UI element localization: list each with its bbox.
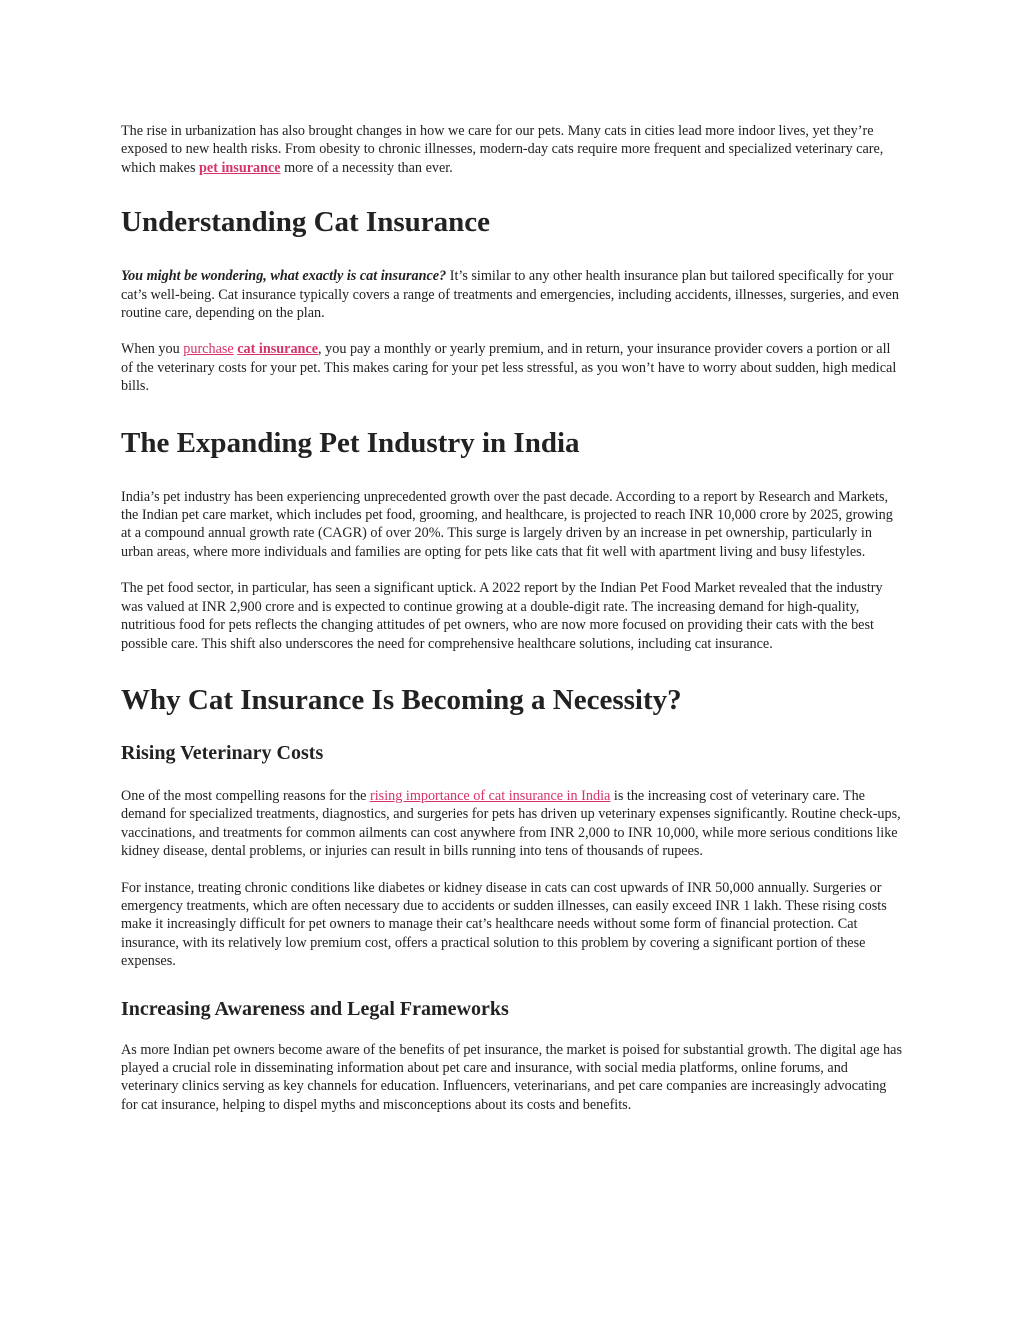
lead-question: You might be wondering, what exactly is cat insurance?: [121, 268, 447, 285]
paragraph-purchase: [121, 340, 903, 395]
paragraph-chronic-conditions: For instance, treating chronic conditions like diabetes or kidney disease in cats can cost upwards of INR 50,000 annually. Surgeries or emergency treatments, which are often necessary due to accidents or sudden illnesses, can easily exceed INR 1 lakh. These rising costs make it increasingly difficult for pet owners to manage their cat’s healthcare needs without some form of financial protection. Cat insurance, with its relatively low premium cost, offers a practical solution to this problem by covering a significant portion of these expenses.: [121, 879, 887, 970]
heading-understanding-cat-insurance: Understanding Cat Insurance: [121, 206, 490, 239]
paragraph-urbanization: [121, 122, 903, 177]
paragraph-text: One of the most compelling reasons for the: [121, 787, 371, 804]
paragraph-text: , you pay a monthly or yearly premium, and in return, your insurance provider covers a portion or all of the veterinary costs for your pet. This makes caring for your pet less stressful, as you won’t have to worry about sudden, high medical bills.: [121, 341, 897, 395]
paragraph-what-is-cat-insurance: [121, 267, 903, 322]
paragraph-pet-industry-growth: India’s pet industry has been experiencing unprecedented growth over the past decade. According to a report by Research and Markets, the Indian pet care market, which includes pet food, grooming, and healthcare, is projected to reach INR 10,000 crore by 2025, growing at a compound annual growth rate (CAGR) of over 20%. This surge is largely driven by an increase in pet ownership, particularly in urban areas, where more individuals and families are opting for pets like cats that fit well with apartment living and busy lifestyles.: [121, 488, 893, 560]
subheading-awareness-legal: Increasing Awareness and Legal Frameworks: [121, 997, 509, 1020]
subheading-rising-veterinary-costs: Rising Veterinary Costs: [121, 741, 324, 764]
paragraph-text: It’s similar to any other health insurance plan but tailored specifically for your cat’s well-being. Cat insurance typically covers a range of treatments and emergencies, including accidents, illnesses, surgeries, and even routine care, depending on the plan.: [121, 268, 899, 322]
pet-insurance-link[interactable]: pet insurance: [199, 159, 281, 176]
paragraph-text: is the increasing cost of veterinary care. The demand for specialized treatments, diagnostics, and surgeries for pets has driven up veterinary expenses significantly. Routine check-ups, vaccinations, and treatments for common ailments can cost anywhere from INR 2,000 to INR 10,000, while more serious conditions like kidney disease, dental problems, or injuries can result in bills running into tens of thousands of rupees.: [121, 787, 901, 860]
article-page: [121, 122, 903, 1114]
heading-why-cat-insurance: Why Cat Insurance Is Becoming a Necessity?: [121, 683, 682, 716]
paragraph-text: more of a necessity than ever.: [280, 159, 453, 176]
cat-insurance-link[interactable]: cat insurance: [237, 341, 319, 358]
paragraph-text: When you: [121, 341, 184, 358]
purchase-link[interactable]: purchase: [183, 341, 234, 358]
paragraph-awareness: As more Indian pet owners become aware of the benefits of pet insurance, the market is poised for substantial growth. The digital age has played a crucial role in disseminating information about pet care and insurance, with social media platforms, online forums, and veterinary clinics serving as key channels for education. Influencers, veterinarians, and pet care companies are increasingly advocating for cat insurance, helping to dispel myths and misconceptions about its costs and benefits.: [121, 1041, 902, 1113]
paragraph-veterinary-costs: [121, 787, 903, 861]
heading-expanding-pet-industry: The Expanding Pet Industry in India: [121, 426, 580, 459]
paragraph-pet-food-sector: The pet food sector, in particular, has seen a significant uptick. A 2022 report by the Indian Pet Food Market revealed that the industry was valued at INR 2,900 crore and is expected to continue growing at a double-digit rate. The increasing demand for high-quality, nutritious food for pets reflects the changing attitudes of pet owners, who are now more focused on providing their cats with the best possible care. This shift also underscores the need for comprehensive healthcare solutions, including cat insurance.: [121, 580, 883, 652]
paragraph-text: The rise in urbanization has also brought changes in how we care for our pets. Many cats in cities lead more indoor lives, yet they’re exposed to new health risks. From obesity to chronic illnesses, modern-day cats require more frequent and specialized veterinary care, which makes: [121, 123, 884, 176]
rising-importance-link[interactable]: rising importance of cat insurance in India: [370, 787, 611, 804]
